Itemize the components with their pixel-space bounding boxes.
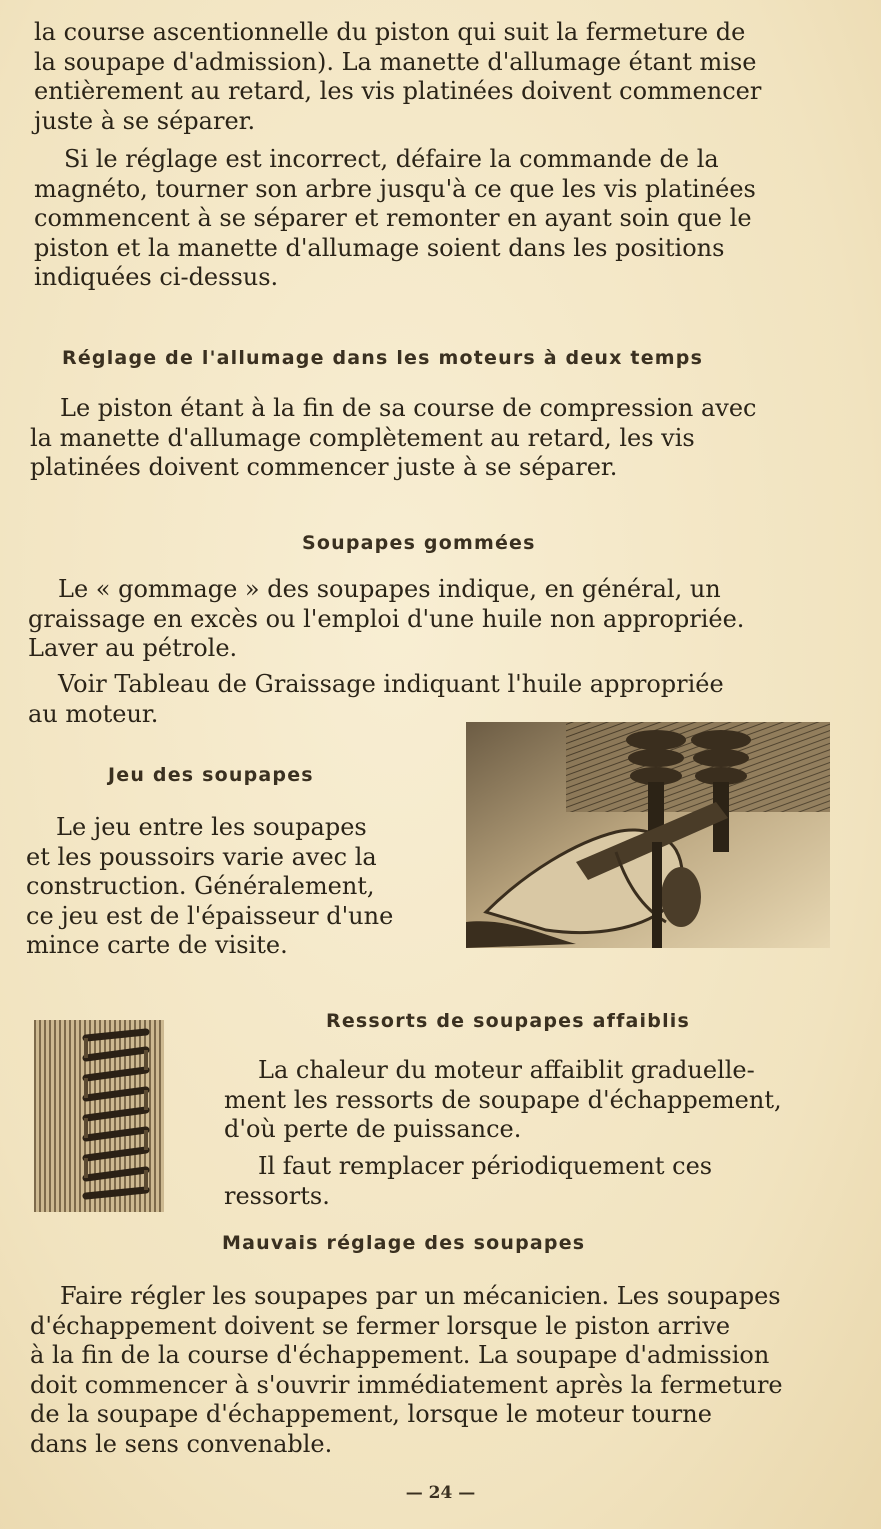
text-line: graissage en excès ou l'emploi d'une huile non appropriée. <box>28 604 745 633</box>
text-line: juste à se séparer. <box>34 106 256 135</box>
heading-valve-clearance: Jeu des soupapes <box>108 764 314 786</box>
text-line: Le « gommage » des soupapes indique, en général, un <box>58 575 721 603</box>
text-line: piston et la manette d'allumage soient dans les positions <box>34 233 725 262</box>
text-line: magnéto, tourner son arbre jusqu'à ce que les vis platinées <box>34 174 756 203</box>
text-line: ce jeu est de l'épaisseur d'une <box>26 901 394 930</box>
text-line: et les poussoirs varie avec la <box>26 842 377 871</box>
text-line: au moteur. <box>28 699 159 728</box>
page-number: — 24 — <box>405 1483 476 1503</box>
text-line: la course ascentionnelle du piston qui suit la fermeture de <box>34 18 746 46</box>
heading-weak-springs: Ressorts de soupapes affaiblis <box>326 1010 691 1032</box>
text-line: entièrement au retard, les vis platinées doivent commencer <box>34 77 762 106</box>
text-line: Laver au pétrole. <box>28 634 238 663</box>
paragraph-gummed-valves <box>28 575 842 664</box>
text-line: à la fin de la course d'échappement. La soupape d'admission <box>30 1341 770 1370</box>
text-line: commencent à se séparer et remonter en ayant soin que le <box>34 204 752 233</box>
valve-spring-illustration <box>34 1020 164 1212</box>
text-line: ressorts. <box>224 1181 330 1210</box>
paragraph-weak-springs <box>224 1056 836 1145</box>
paragraph-replace-springs <box>224 1152 836 1211</box>
text-line: dans le sens convenable. <box>30 1429 333 1458</box>
text-line: d'échappement doivent se fermer lorsque le piston arrive <box>30 1311 731 1340</box>
text-line: doit commencer à s'ouvrir immédiatement après la fermeture <box>30 1370 783 1399</box>
text-line: mince carte de visite. <box>26 931 288 960</box>
paragraph-two-stroke-timing <box>30 394 842 483</box>
text-line: ment les ressorts de soupape d'échappement, <box>224 1085 782 1114</box>
text-line: de la soupape d'échappement, lorsque le moteur tourne <box>30 1400 712 1429</box>
heading-bad-valve-setting: Mauvais réglage des soupapes <box>222 1232 586 1254</box>
text-line: la soupape d'admission). La manette d'allumage étant mise <box>34 47 757 76</box>
text-line: platinées doivent commencer juste à se séparer. <box>30 453 618 482</box>
paragraph-timing-four-stroke-end <box>34 18 842 136</box>
text-line: d'où perte de puissance. <box>224 1115 522 1144</box>
valve-clearance-illustration <box>466 722 830 948</box>
paragraph-lubrication-table <box>28 670 842 729</box>
text-line: Il faut remplacer périodiquement ces <box>258 1152 713 1180</box>
text-line: Voir Tableau de Graissage indiquant l'huile appropriée <box>58 670 724 698</box>
text-line: la manette d'allumage complètement au retard, les vis <box>30 423 695 452</box>
paragraph-incorrect-setting <box>34 145 842 293</box>
text-line: La chaleur du moteur affaiblit graduelle- <box>258 1056 755 1084</box>
paragraph-bad-valve-setting <box>30 1282 830 1460</box>
text-line: construction. Généralement, <box>26 872 375 901</box>
heading-two-stroke-timing: Réglage de l'allumage dans les moteurs à deux temps <box>62 347 704 369</box>
paragraph-valve-clearance <box>26 813 434 961</box>
text-line: indiquées ci-dessus. <box>34 263 279 292</box>
text-line: Si le réglage est incorrect, défaire la commande de la <box>64 145 719 173</box>
text-line: Le piston étant à la fin de sa course de compression avec <box>60 394 757 422</box>
text-line: Faire régler les soupapes par un mécanicien. Les soupapes <box>60 1282 781 1310</box>
heading-gummed-valves: Soupapes gommées <box>302 532 536 554</box>
text-line: Le jeu entre les soupapes <box>56 813 367 841</box>
